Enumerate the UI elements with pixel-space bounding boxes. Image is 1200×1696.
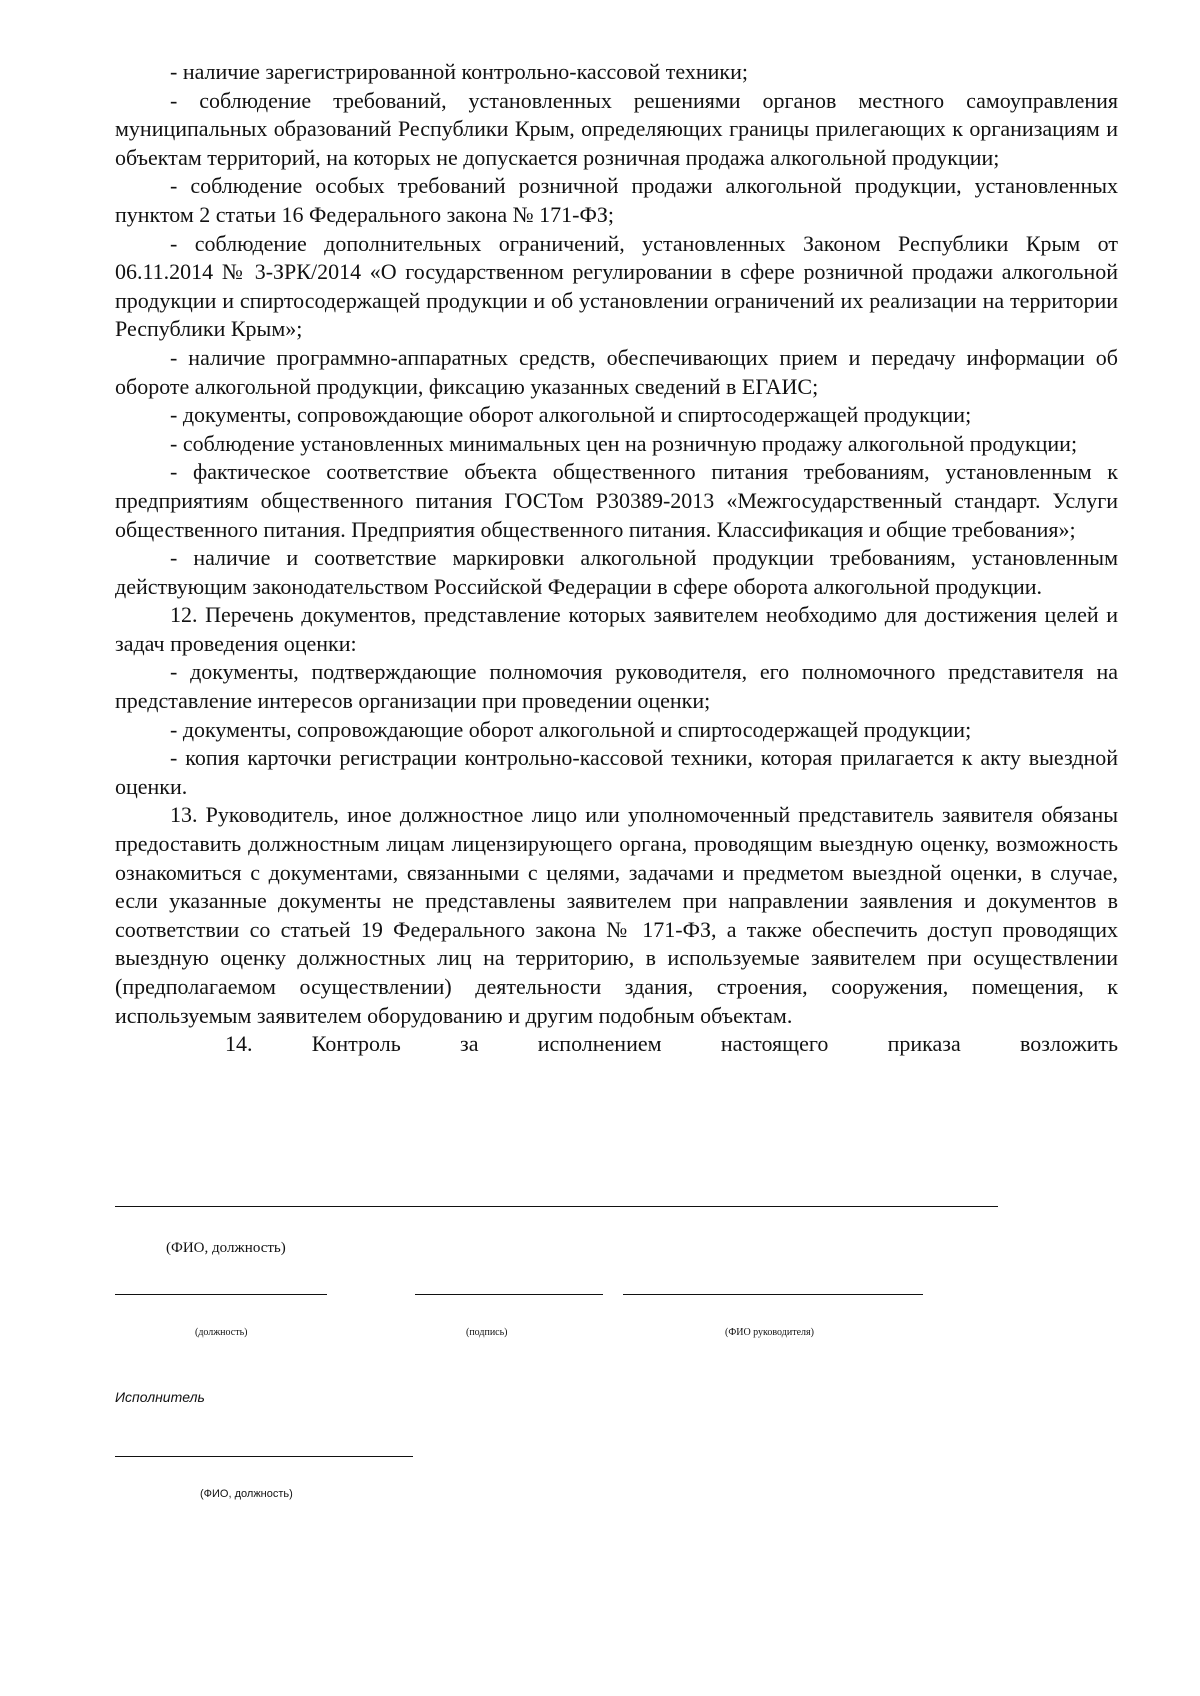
paragraph-turnover-documents: - документы, сопровождающие оборот алкогольной и спиртосодержащей продукции; <box>170 402 972 428</box>
position-caption: (должность) <box>195 1327 248 1338</box>
head-name-line <box>623 1294 923 1295</box>
paragraph-gost-compliance: - фактическое соответствие объекта общественного питания требованиям, установленным к предприятиям общественного питания ГОСТом Р30389-2013 «Межгосударственный стандарт. Услуги общественного питания. Предприятия общественного питания. Классификация и общие требования»; <box>115 459 1118 542</box>
paragraph-authority-documents: - документы, подтверждающие полномочия руководителя, его полномочного представителя на представление интересов организации при проведении оценки; <box>115 659 1118 714</box>
paragraph-labeling: - наличие и соответствие маркировки алкогольной продукции требованиям, установленным действующим законодательством Российской Федерации в сфере оборота алкогольной продукции. <box>115 545 1118 599</box>
paragraph-turnover-documents-2: - документы, сопровождающие оборот алкогольной и спиртосодержащей продукции; <box>170 716 972 742</box>
paragraph-local-requirements: - соблюдение требований, установленных решениями органов местного самоуправления муниципальных образований Республики Крым, определяющих границы прилегающих к организациям и объектам территорий, на которых не допускается розничная продажа алкогольной продукции; <box>115 87 1118 170</box>
paragraph-cash-register: - наличие зарегистрированной контрольно-кассовой техники; <box>170 59 748 84</box>
executor-line <box>115 1456 413 1457</box>
signature-line <box>415 1294 603 1295</box>
paragraph-item-14: 14. Контроль за исполнением настоящего приказа возложить <box>225 1031 1118 1057</box>
paragraph-additional-restrictions: - соблюдение дополнительных ограничений, установленных Законом Республики Крым от 06.11.2014 № 3-ЗРК/2014 «О государственном регулировании в сфере розничной продажи алкогольной продукции и спиртосодержащей продукции и об установлении ограничений их реализации на территории Республики Крым»; <box>115 230 1118 342</box>
paragraph-special-requirements: - соблюдение особых требований розничной продажи алкогольной продукции, установленных пунктом 2 статьи 16 Федерального закона № 171-ФЗ; <box>115 173 1118 227</box>
paragraph-minimal-prices: - соблюдение установленных минимальных цен на розничную продажу алкогольной продукции; <box>170 430 1078 456</box>
executor-label: Исполнитель <box>115 1389 205 1405</box>
head-name-caption: (ФИО руководителя) <box>725 1327 814 1338</box>
document-body <box>115 58 1118 1059</box>
signature-caption: (подпись) <box>466 1327 508 1338</box>
paragraph-item-12: 12. Перечень документов, представление которых заявителем необходимо для достижения целей и задач проведения оценки: <box>115 602 1118 656</box>
executor-caption: (ФИО, должность) <box>200 1488 293 1500</box>
position-line <box>115 1294 327 1295</box>
paragraph-item-13: 13. Руководитель, иное должностное лицо или уполномоченный представитель заявителя обязаны предоставить должностным лицам лицензирующего органа, проводящим выездную оценку, возможность ознакомиться с документами, связанными с целями, задачами и предметом выездной оценки, в случае, если указанные документы не представлены заявителем при направлении заявления и документов в соответствии со статьей 19 Федерального закона № 171-ФЗ, а также обеспечить доступ проводящих выездную оценку должностных лиц на территорию, в используемые заявителем при осуществлении (предполагаемом осуществлении) деятельности здания, строения, сооружения, помещения, к используемым заявителем оборудованию и другим подобным объектам. <box>115 802 1118 1028</box>
responsible-person-line <box>115 1206 998 1207</box>
paragraph-egais-software: - наличие программно-аппаратных средств, обеспечивающих прием и передачу информации об обороте алкогольной продукции, фиксацию указанных сведений в ЕГАИС; <box>115 344 1118 399</box>
paragraph-register-card-copy: - копия карточки регистрации контрольно-кассовой техники, которая прилагается к акту выездной оценки. <box>115 745 1118 799</box>
responsible-person-caption: (ФИО, должность) <box>166 1240 286 1256</box>
